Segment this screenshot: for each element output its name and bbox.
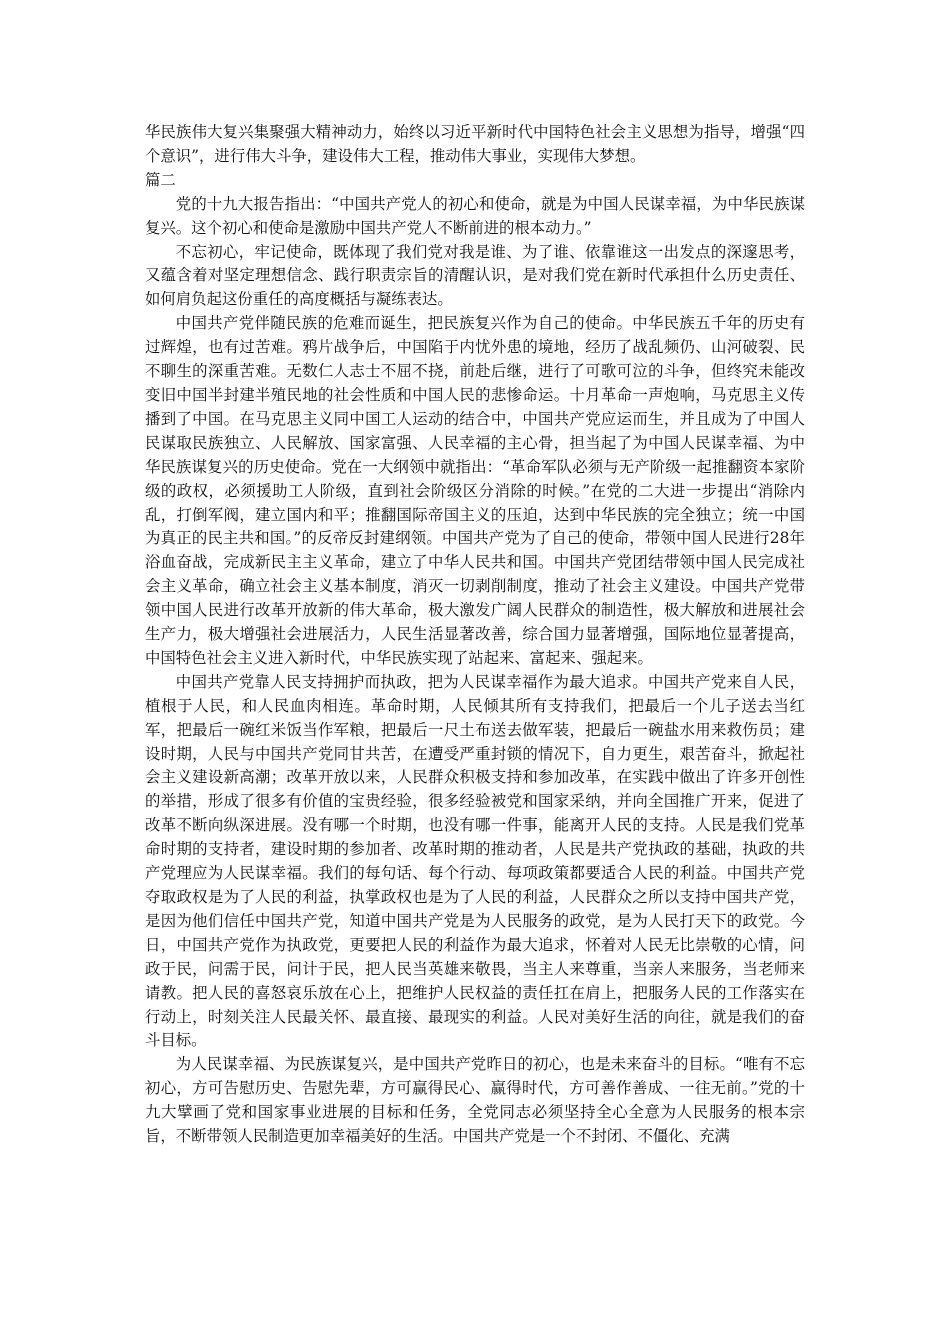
paragraph-1: 党的十九大报告指出：“中国共产党人的初心和使命，就是为中国人民谋幸福，为中华民族谋复兴。这个初心和使命是激励中国共产党人不断前进的根本动力。” [145,194,805,237]
paragraph-4: 中国共产党靠人民支持拥护而执政，把为人民谋幸福作为最大追求。中国共产党来自人民，植根于人民，和人民血肉相连。革命时期，人民倾其所有支持我们，把最后一个儿子送去当红军，把最后一碗红米饭当作军粮，把最后一尺土布送去做军装，把最后一碗盐水用来救伤员；建设时期，人民与中国共产党同甘共苦，在遭受严重封锁的情况下，自力更生，艰苦奋斗，掀起社会主义建设新高潮；改革开放以来，人民群众积极支持和参加改革，在实践中做出了许多开创性的举措，形成了很多有价值的宝贵经验，很多经验被党和国家采纳，并向全国推广开来，促进了改革不断向纵深进展。没有哪一个时期，也没有哪一件事，能离开人民的支持。人民是我们党革命时期的支持者，建设时期的参加者、改革时期的推动者，人民是共产党执政的基础，执政的共产党理应为人民谋幸福。我们的每句话、每个行动、每项政策都要适合人民的利益。中国共产党夺取政权是为了人民的利益，执掌政权也是为了人民的利益，人民群众之所以支持中国共产党，是因为他们信任中国共产党，知道中国共产党是为人民服务的政党，是为人民打天下的政党。今日，中国共产党作为执政党，更要把人民的利益作为最大追求，怀着对人民无比崇敬的心情，问政于民，问需于民，问计于民，把人民当英雄来敬畏，当主人来尊重，当亲人来服务，当老师来请教。把人民的喜怒哀乐放在心上，把维护人民权益的责任扛在肩上，把服务人民的工作落实在行动上，时刻关注人民最关怀、最直接、最现实的利益。人民对美好生活的向往，就是我们的奋斗目标。 [145,672,805,1050]
document-page [145,121,805,1149]
paragraph-2: 不忘初心，牢记使命，既体现了我们党对我是谁、为了谁、依靠谁这一出发点的深邃思考，又蕴含着对坚定理想信念、践行职责宗旨的清醒认识，是对我们党在新时代承担什么历史责任、如何肩负起这份重任的高度概括与凝练表达。 [145,242,805,309]
continuation-paragraph: 华民族伟大复兴集聚强大精神动力，始终以习近平新时代中国特色社会主义思想为指导，增强“四个意识”，进行伟大斗争，建设伟大工程，推动伟大事业，实现伟大梦想。 [145,123,805,165]
paragraph-5: 为人民谋幸福、为民族谋复兴，是中国共产党昨日的初心，也是未来奋斗的目标。“唯有不忘初心，方可告慰历史、告慰先辈，方可赢得民心、赢得时代，方可善作善成、一往无前。”党的十九大擘画了党和国家事业进展的目标和任务，全党同志必须坚持全心全意为人民服务的根本宗旨，不断带领人民制造更加幸福美好的生活。中国共产党是一个不封闭、不僵化、充满 [145,1055,805,1146]
paragraph-3: 中国共产党伴随民族的危难而诞生，把民族复兴作为自己的使命。中华民族五千年的历史有过辉煌，也有过苦难。鸦片战争后，中国陷于内忧外患的境地，经历了战乱频仍、山河破裂、民不聊生的深重苦难。无数仁人志士不屈不挠，前赴后继，进行了可歌可泣的斗争，但终究未能改变旧中国半封建半殖民地的社会性质和中国人民的悲惨命运。十月革命一声炮响，马克思主义传播到了中国。在马克思主义同中国工人运动的结合中，中国共产党应运而生，并且成为了中国人民谋取民族独立、人民解放、国家富强、人民幸福的主心骨，担当起了为中国人民谋幸福、为中华民族谋复兴的历史使命。党在一大纲领中就指出：“革命军队必须与无产阶级一起推翻资本家阶级的政权，必须援助工人阶级，直到社会阶级区分消除的时候。”在党的二大进一步提出“消除内乱，打倒军阀，建立国内和平；推翻国际帝国主义的压迫，达到中华民族的完全独立；统一中国为真正的民主共和国。”的反帝反封建纲领。中国共产党为了自己的使命，带领中国人民进行28年浴血奋战，完成新民主主义革命，建立了中华人民共和国。中国共产党团结带领中国人民完成社会主义革命，确立社会主义基本制度，消灭一切剥削制度，推动了社会主义建设。中国共产党带领中国人民进行改革开放新的伟大革命，极大激发广阔人民群众的制造性，极大解放和进展社会生产力，极大增强社会进展活力，人民生活显著改善，综合国力显著增强，国际地位显著提高，中国特色社会主义进入新时代，中华民族实现了站起来、富起来、强起来。 [145,314,805,667]
section-heading: 篇二 [145,170,176,189]
